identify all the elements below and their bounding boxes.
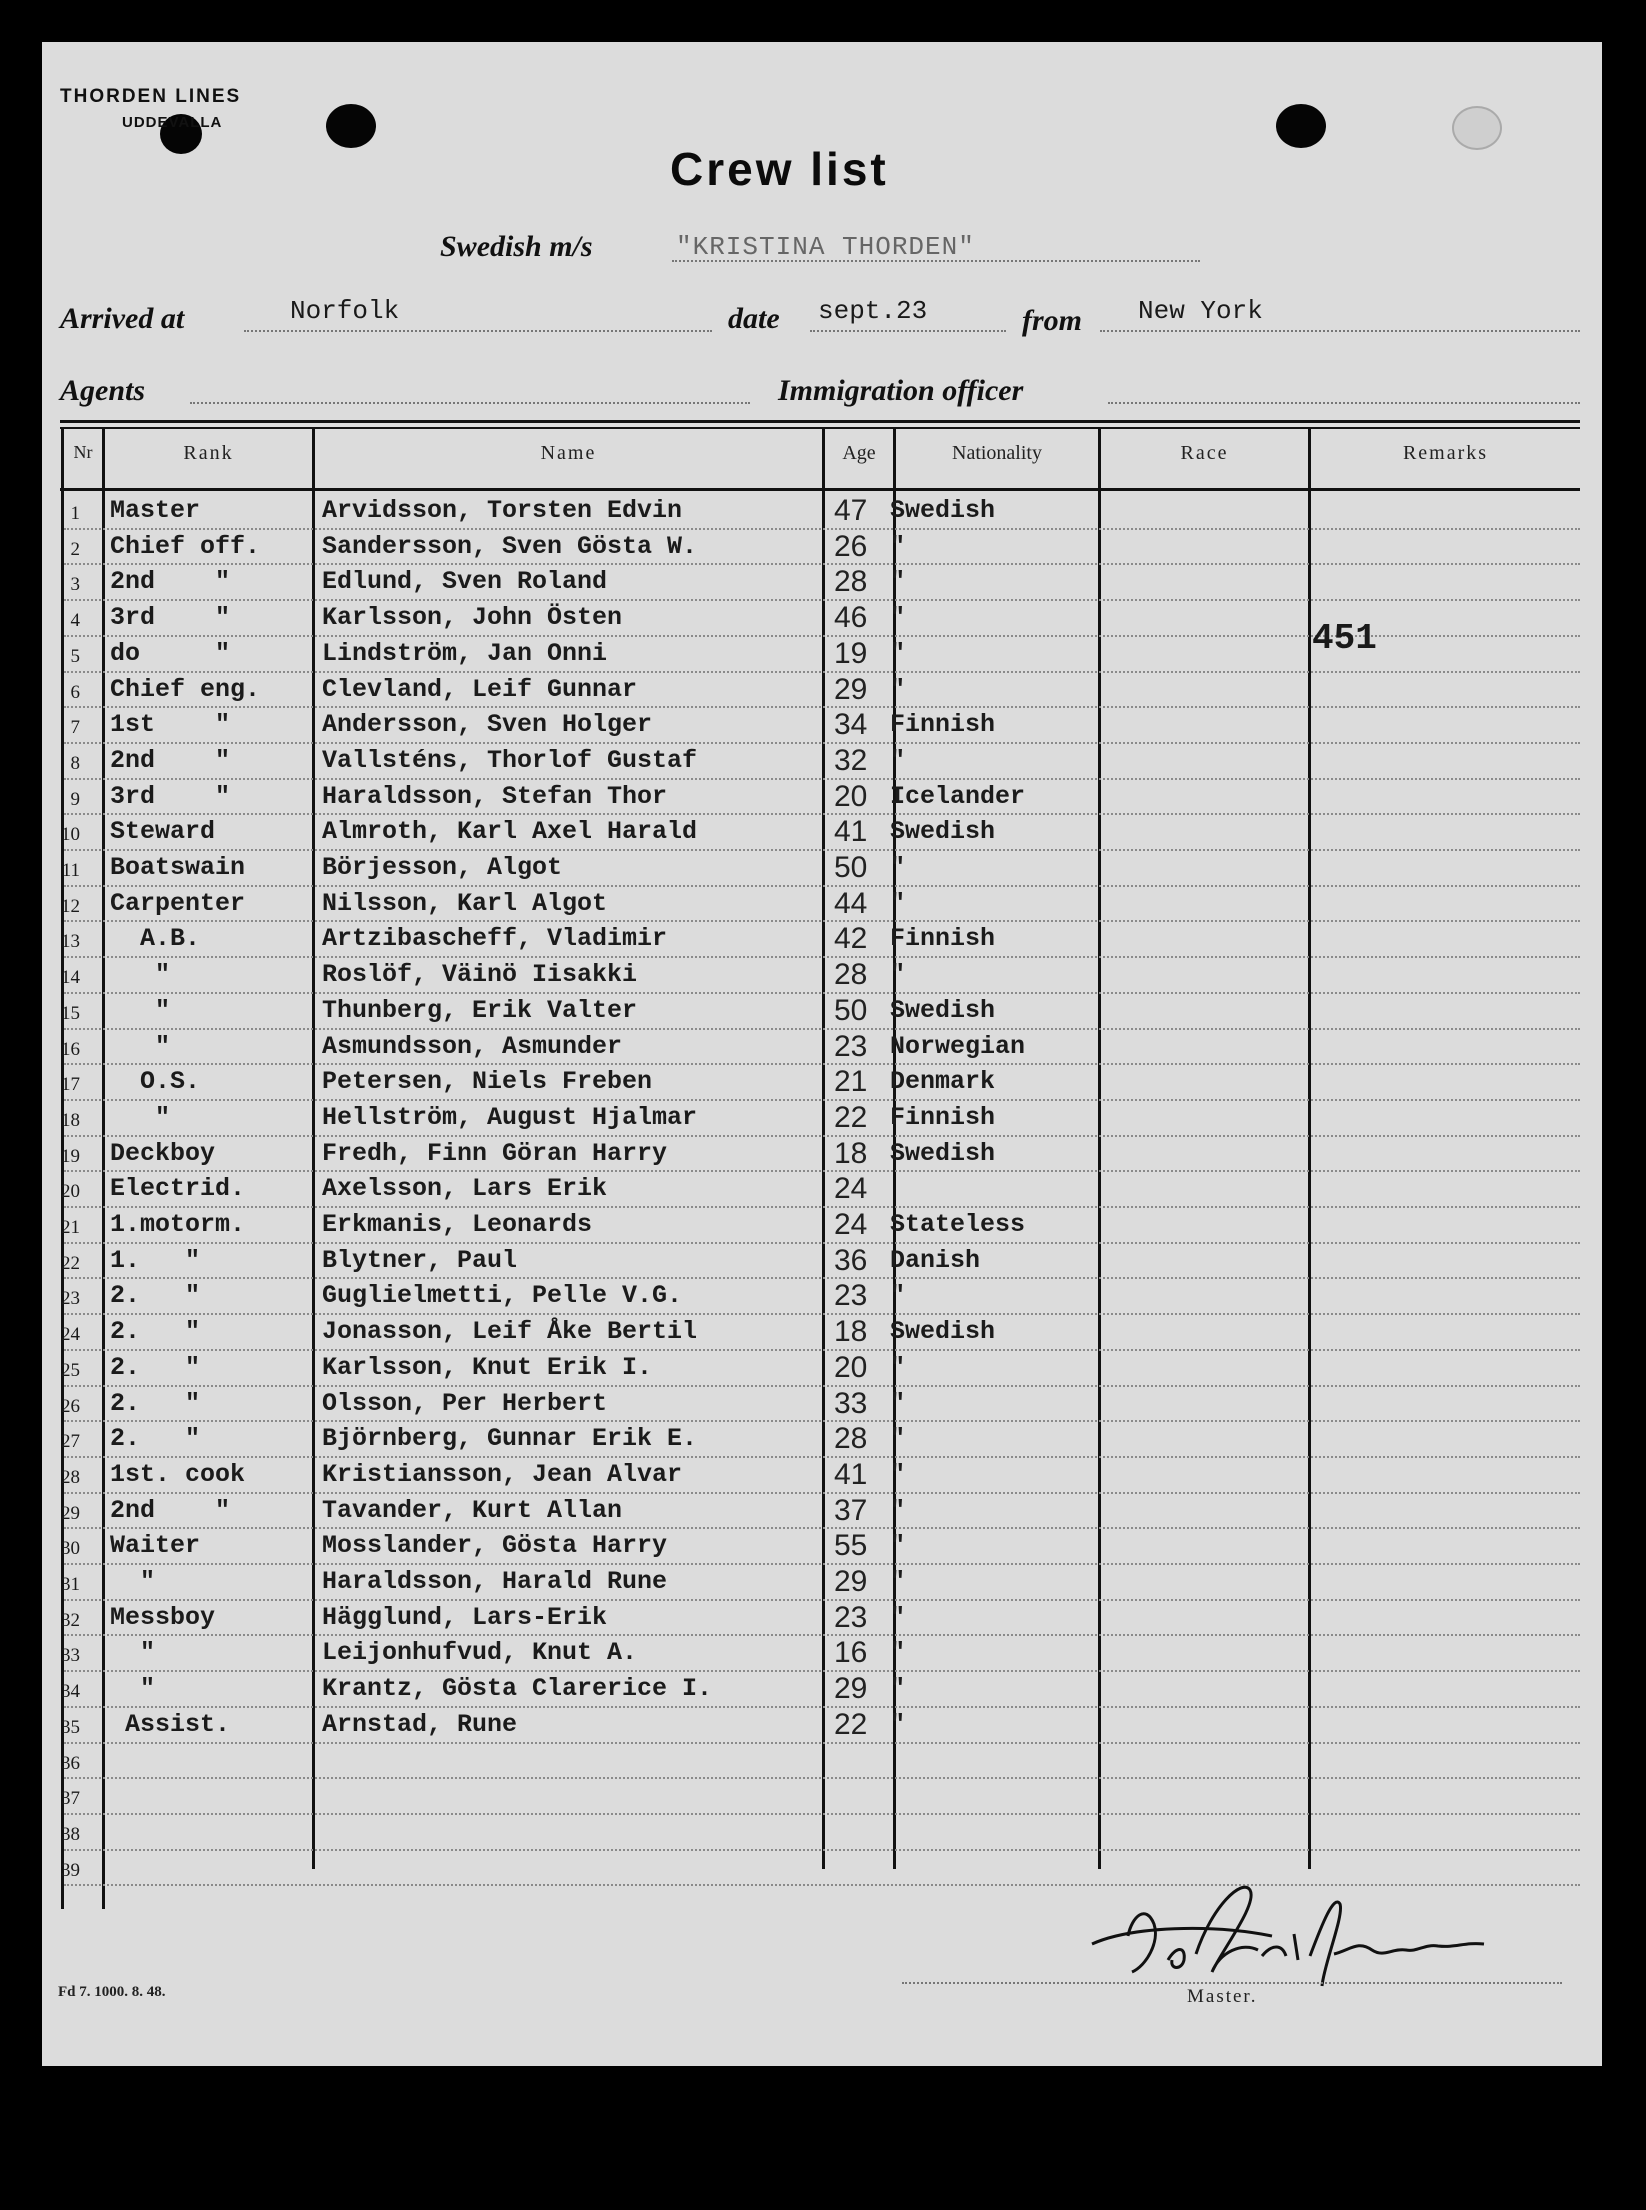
row-name: Haraldsson, Harald Rune [322, 1567, 668, 1596]
row-nr: 19 [61, 1145, 80, 1167]
row-nationality: Danish [890, 1245, 981, 1275]
row-age: 29 [834, 672, 868, 706]
row-divider [64, 1456, 1580, 1458]
row-divider [64, 599, 1580, 601]
row-nationality: Finnish [890, 710, 996, 740]
row-rank: 2. " [110, 1281, 201, 1311]
row-rank: 2. " [110, 1352, 201, 1382]
col-divider [1098, 429, 1101, 1869]
row-divider [64, 1349, 1580, 1351]
row-name: Almroth, Karl Axel Harald [322, 817, 698, 847]
row-name: Krantz, Gösta Clarerice I. [322, 1674, 713, 1704]
arrived-port: Norfolk [290, 296, 400, 326]
row-nr: 39 [61, 1859, 80, 1881]
row-rank: Chief eng. [110, 674, 261, 704]
row-rank: " [110, 1638, 156, 1668]
row-rank: 2nd " [110, 1495, 231, 1525]
row-age: 28 [834, 565, 868, 599]
col-header-age: Age [842, 442, 876, 464]
agents-field-line [190, 402, 750, 404]
row-name: Edlund, Sven Roland [322, 567, 608, 597]
row-nr: 27 [61, 1431, 80, 1453]
row-name: Roslöf, Väinö Iisakki [322, 960, 638, 990]
row-divider [64, 1563, 1580, 1565]
row-age: 42 [834, 922, 868, 956]
row-age: 23 [834, 1029, 868, 1063]
remarks-stamp-number: 451 [1312, 618, 1377, 659]
row-age: 19 [834, 636, 868, 670]
row-nr: 7 [70, 717, 80, 739]
master-label: Master. [1187, 1986, 1258, 2007]
col-divider [822, 429, 825, 1869]
row-nr: 33 [61, 1645, 80, 1667]
row-nationality: Swedish [890, 995, 996, 1025]
row-age: 18 [834, 1136, 868, 1170]
row-divider [64, 885, 1580, 887]
row-name: Erkmanis, Leonards [322, 1210, 593, 1239]
row-divider [64, 1028, 1580, 1030]
row-nr: 35 [61, 1716, 80, 1738]
row-divider [64, 1777, 1580, 1779]
row-nr: 9 [70, 788, 80, 810]
row-nr: 4 [70, 610, 80, 632]
row-nationality: " [890, 1567, 906, 1596]
row-divider [64, 1135, 1580, 1137]
row-name: Petersen, Niels Freben [322, 1067, 653, 1097]
row-divider [64, 956, 1580, 958]
row-age: 20 [834, 779, 868, 813]
col-header-name: Name [540, 442, 597, 464]
row-nr: 20 [61, 1181, 80, 1203]
master-signature [1072, 1864, 1512, 1994]
from-field-line [1100, 330, 1580, 332]
row-age: 24 [834, 1172, 868, 1206]
row-nr: 31 [61, 1574, 80, 1595]
row-nationality: " [890, 567, 906, 597]
row-name: Thunberg, Erik Valter [322, 995, 638, 1025]
row-divider [64, 1634, 1580, 1636]
row-name: Leijonhufvud, Knut A. [322, 1638, 638, 1668]
row-nationality: Finnish [890, 924, 996, 954]
col-header-remarks: Remarks [1402, 442, 1489, 464]
row-nationality: " [890, 960, 906, 990]
row-name: Nilsson, Karl Algot [322, 888, 608, 918]
row-divider [64, 1527, 1580, 1529]
row-nationality: Swedish [890, 1317, 996, 1347]
col-header-nr: Nr [73, 442, 93, 462]
date-label: date [728, 302, 780, 335]
row-age: 18 [834, 1315, 868, 1349]
form-print-code: Fd 7. 1000. 8. 48. [58, 1984, 166, 2000]
row-rank: 1.motorm. [110, 1210, 246, 1239]
row-nr: 11 [61, 860, 80, 881]
row-age: 41 [834, 1457, 868, 1491]
row-nr: 26 [61, 1395, 80, 1417]
row-rank: Chief off. [110, 531, 261, 561]
row-divider [64, 1742, 1580, 1744]
row-rank: 3rd " [110, 603, 231, 633]
row-age: 37 [834, 1493, 868, 1527]
row-name: Björnberg, Gunnar Erik E. [322, 1424, 698, 1454]
row-nationality: Swedish [890, 1138, 996, 1168]
col-divider [1308, 429, 1311, 1869]
row-divider [64, 563, 1580, 565]
row-age: 46 [834, 601, 868, 635]
row-nr: 5 [70, 645, 80, 667]
row-name: Artzibascheff, Vladimir [322, 924, 668, 954]
row-rank: 2. " [110, 1388, 201, 1418]
row-name: Lindström, Jan Onni [322, 638, 608, 668]
row-divider [64, 1706, 1580, 1708]
row-name: Hellström, August Hjalmar [322, 1102, 698, 1132]
crew-list-form [42, 42, 1602, 2066]
col-header-race: Race [1180, 442, 1229, 464]
row-name: Jonasson, Leif Åke Bertil [322, 1317, 698, 1347]
row-name: Mosslander, Gösta Harry [322, 1531, 668, 1561]
row-rank: " [110, 960, 171, 990]
row-rank: Deckboy [110, 1138, 216, 1168]
row-name: Asmundsson, Asmunder [322, 1031, 623, 1061]
immigration-officer-label: Immigration officer [778, 374, 1024, 407]
row-nr: 30 [61, 1538, 80, 1560]
punch-hole [326, 104, 376, 148]
row-rank: 3rd " [110, 781, 231, 811]
row-name: Fredh, Finn Göran Harry [322, 1138, 668, 1168]
row-nr: 29 [61, 1502, 80, 1524]
row-age: 23 [834, 1600, 868, 1634]
row-name: Tavander, Kurt Allan [322, 1495, 623, 1525]
row-nr: 6 [70, 681, 80, 703]
row-rank: 2nd " [110, 567, 231, 597]
row-nationality: Norwegian [890, 1031, 1026, 1061]
row-nationality: " [890, 1459, 906, 1489]
from-label: from [1022, 304, 1082, 337]
row-divider [64, 1170, 1580, 1172]
row-age: 50 [834, 993, 868, 1027]
row-divider [64, 1849, 1580, 1851]
row-age: 28 [834, 958, 868, 992]
row-nationality: Stateless [890, 1210, 1026, 1239]
row-divider [64, 920, 1580, 922]
row-nationality: " [890, 1388, 906, 1418]
row-name: Arnstad, Rune [322, 1709, 518, 1739]
row-age: 36 [834, 1243, 868, 1277]
row-nationality: " [890, 531, 906, 561]
row-rank: Carpenter [110, 888, 246, 918]
row-nationality: " [890, 888, 906, 918]
row-nr: 14 [61, 967, 80, 989]
row-nr: 36 [61, 1752, 80, 1774]
row-divider [64, 1670, 1580, 1672]
row-nationality: " [890, 1531, 906, 1561]
col-divider [312, 429, 315, 1869]
row-nationality: " [890, 674, 906, 704]
row-rank: 2. " [110, 1424, 201, 1454]
row-nr: 1 [70, 503, 80, 524]
row-divider [64, 1277, 1580, 1279]
row-nationality: Icelander [890, 781, 1026, 811]
row-name: Clevland, Leif Gunnar [322, 674, 638, 704]
row-rank: A.B. [110, 924, 201, 954]
row-rank: Assist. [110, 1709, 231, 1739]
row-nationality: " [890, 1674, 906, 1704]
row-divider [64, 1420, 1580, 1422]
row-rank: 2. " [110, 1317, 201, 1347]
row-nr: 37 [61, 1788, 80, 1810]
row-age: 34 [834, 708, 868, 742]
row-nr: 25 [61, 1359, 80, 1381]
from-port: New York [1138, 296, 1263, 326]
row-name: Olsson, Per Herbert [322, 1388, 608, 1418]
arrived-field-line [244, 330, 712, 332]
col-divider [102, 429, 105, 1909]
row-age: 32 [834, 743, 868, 777]
row-age: 23 [834, 1279, 868, 1313]
row-divider [64, 849, 1580, 851]
row-rank: 1st. cook [110, 1459, 246, 1489]
row-age: 21 [834, 1065, 868, 1099]
company-letterhead [60, 84, 241, 136]
arrival-date: sept.23 [818, 296, 928, 326]
agents-label: Agents [60, 374, 146, 407]
row-rank: Boatswain [110, 853, 246, 882]
vessel-name: "KRISTINA THORDEN" [676, 232, 975, 262]
row-name: Haraldsson, Stefan Thor [322, 781, 668, 811]
row-nationality: " [890, 853, 906, 882]
row-name: Hägglund, Lars-Erik [322, 1602, 608, 1632]
row-rank: " [110, 1031, 171, 1061]
row-nationality: " [890, 1638, 906, 1668]
row-nationality: " [890, 1495, 906, 1525]
company-name: THORDEN LINES [60, 86, 242, 107]
master-signature-line [902, 1982, 1562, 1984]
row-nationality: " [890, 1424, 906, 1454]
row-age: 29 [834, 1672, 868, 1706]
row-rank: " [110, 1567, 156, 1596]
row-divider [64, 1099, 1580, 1101]
row-divider [64, 706, 1580, 708]
row-age: 20 [834, 1350, 868, 1384]
row-nr: 21 [61, 1217, 80, 1238]
row-age: 22 [834, 1707, 868, 1741]
row-divider [64, 1063, 1580, 1065]
row-age: 44 [834, 886, 868, 920]
row-nationality: " [890, 603, 906, 633]
row-age: 24 [834, 1208, 868, 1241]
row-name: Arvidsson, Torsten Edvin [322, 496, 683, 525]
row-nr: 23 [61, 1288, 80, 1310]
row-rank: Master [110, 496, 201, 525]
row-nr: 34 [61, 1681, 80, 1703]
row-nr: 13 [61, 931, 80, 953]
row-rank: " [110, 995, 171, 1025]
row-nr: 18 [61, 1109, 80, 1131]
row-age: 50 [834, 851, 868, 884]
row-nr: 8 [70, 752, 80, 774]
row-rank: Steward [110, 817, 216, 847]
row-name: Blytner, Paul [322, 1245, 518, 1275]
row-age: 16 [834, 1636, 868, 1670]
row-nationality: " [890, 1602, 906, 1632]
row-divider [64, 813, 1580, 815]
row-divider [64, 1599, 1580, 1601]
row-divider [64, 742, 1580, 744]
col-header-nationality: Nationality [952, 442, 1042, 464]
row-divider [64, 1206, 1580, 1208]
table-header-rule [60, 488, 1580, 491]
row-rank: " [110, 1102, 171, 1132]
row-nationality: Finnish [890, 1102, 996, 1132]
row-name: Sandersson, Sven Gösta W. [322, 531, 698, 561]
arrived-label: Arrived at [60, 302, 185, 335]
vessel-label: Swedish m/s [440, 230, 593, 263]
row-divider [64, 992, 1580, 994]
row-divider [64, 1492, 1580, 1494]
row-age: 29 [834, 1565, 868, 1598]
row-nr: 17 [61, 1074, 80, 1096]
row-nr: 3 [70, 574, 80, 596]
row-age: 41 [834, 815, 868, 849]
row-nationality: " [890, 638, 906, 668]
row-age: 28 [834, 1422, 868, 1456]
row-age: 26 [834, 529, 868, 563]
row-divider [64, 778, 1580, 780]
row-divider [64, 1385, 1580, 1387]
row-nr: 12 [61, 895, 80, 917]
row-nationality: " [890, 745, 906, 775]
row-name: Vallsténs, Thorlof Gustaf [322, 745, 698, 775]
row-nr: 24 [61, 1324, 80, 1346]
row-age: 22 [834, 1100, 868, 1134]
row-rank: 1st " [110, 710, 231, 740]
row-nr: 28 [61, 1466, 80, 1488]
table-top-rule [60, 420, 1580, 423]
row-age: 33 [834, 1386, 868, 1420]
row-nationality: Swedish [890, 817, 996, 847]
row-nr: 2 [70, 538, 80, 560]
row-rank: 2nd " [110, 745, 231, 775]
punch-hole [1276, 104, 1326, 148]
row-name: Guglielmetti, Pelle V.G. [322, 1281, 683, 1311]
row-name: Börjesson, Algot [322, 853, 563, 882]
punch-hole-faint [1452, 106, 1502, 150]
row-age: 55 [834, 1529, 868, 1563]
company-city: UDDEVALLA [122, 114, 223, 131]
row-nr: 38 [61, 1823, 80, 1845]
col-header-rank: Rank [183, 442, 234, 464]
row-name: Andersson, Sven Holger [322, 710, 653, 740]
row-name: Kristiansson, Jean Alvar [322, 1459, 683, 1489]
row-rank: Electrid. [110, 1174, 246, 1204]
row-divider [64, 528, 1580, 530]
row-name: Karlsson, Knut Erik I. [322, 1352, 653, 1382]
immigration-field-line [1108, 402, 1580, 404]
row-rank: Messboy [110, 1602, 216, 1632]
row-nationality: " [890, 1709, 906, 1739]
row-age: 47 [834, 494, 868, 527]
row-nr: 16 [61, 1038, 80, 1060]
row-nr: 32 [61, 1609, 80, 1631]
row-rank: " [110, 1674, 156, 1704]
row-divider [64, 1313, 1580, 1315]
table-top-rule-2 [60, 427, 1580, 429]
row-rank: Waiter [110, 1531, 201, 1561]
row-nationality: Denmark [890, 1067, 996, 1097]
row-rank: do " [110, 638, 231, 668]
row-nationality: Swedish [890, 496, 996, 525]
row-name: Karlsson, John Östen [322, 603, 623, 633]
row-divider [64, 1242, 1580, 1244]
row-nationality: " [890, 1281, 906, 1311]
row-nationality: " [890, 1352, 906, 1382]
row-divider [64, 1813, 1580, 1815]
row-rank: O.S. [110, 1067, 201, 1097]
row-nr: 10 [61, 824, 80, 846]
page-title: Crew list [670, 143, 889, 195]
row-nr: 15 [61, 1002, 80, 1024]
row-name: Axelsson, Lars Erik [322, 1174, 608, 1204]
row-nr: 22 [61, 1252, 80, 1274]
row-divider [64, 671, 1580, 673]
row-rank: 1. " [110, 1245, 201, 1275]
date-field-line [810, 330, 1006, 332]
